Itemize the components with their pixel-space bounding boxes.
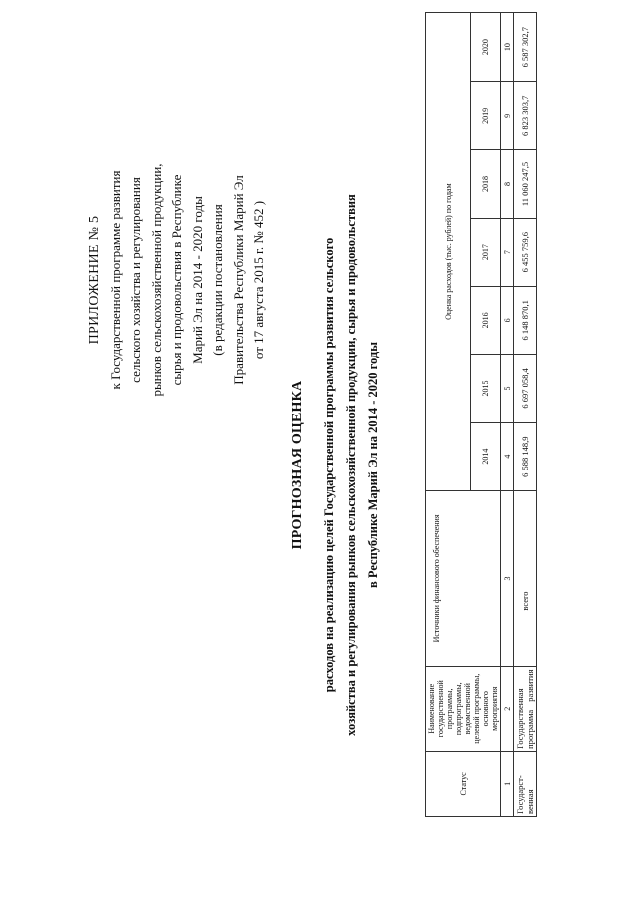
header-year: 2017 — [471, 218, 501, 286]
annex-line: к Государственной программе развития — [107, 170, 123, 390]
heading-title: ПРОГНОЗНАЯ ОЦЕНКА — [290, 380, 305, 550]
row-value-2017: 6 455 759,6 — [514, 218, 537, 286]
annex-line: Правительства Республики Марий Эл — [230, 175, 246, 385]
header-source: Источники финансового обеспечения — [426, 491, 501, 666]
row-value-2014: 6 588 148,9 — [514, 423, 537, 491]
column-number: 9 — [501, 82, 514, 150]
row-value-2016: 6 148 870,1 — [514, 286, 537, 354]
table-row — [514, 13, 537, 817]
annex-line: сельского хозяйства и регулирования — [128, 177, 143, 383]
annex-line: сырья и продовольствия в Республике — [169, 174, 184, 386]
annex-line: от 17 августа 2015 г. № 452 ) — [251, 200, 266, 360]
column-number: 1 — [501, 751, 514, 816]
header-year: 2014 — [471, 423, 501, 491]
header-year: 2020 — [471, 13, 501, 82]
row-status: Государст-венная — [514, 751, 537, 816]
heading-line: в Республике Марий Эл на 2014 - 2020 годы — [366, 341, 380, 589]
header-year: 2016 — [471, 286, 501, 354]
header-estimate: Оценка расходов (тыс. рублей) по годам — [426, 13, 471, 491]
column-number: 4 — [501, 423, 514, 491]
annex-line: (в редакции постановления — [210, 204, 225, 356]
header-name: Наименование государственной программы, подпрограммы, ведомственной целевой программы, основного мероприятия — [426, 666, 501, 751]
row-source: всего — [514, 491, 537, 666]
annex-block — [85, 50, 270, 510]
header-year: 2018 — [471, 150, 501, 218]
row-value-2015: 6 697 058,4 — [514, 354, 537, 422]
heading-line: хозяйства и регулирования рынков сельскохозяйственной продукции, сырья и продовольствия — [344, 194, 358, 736]
annex-line: рынков сельскохозяйственной продукции, — [148, 163, 164, 397]
column-number: 5 — [501, 354, 514, 422]
header-year: 2019 — [471, 82, 501, 150]
row-value-2019: 6 823 303,7 — [514, 82, 537, 150]
header-status: Статус — [426, 751, 501, 816]
row-name-extra: развития — [525, 669, 535, 702]
column-number: 8 — [501, 150, 514, 218]
annex-line: Марий Эл на 2014 - 2020 годы — [189, 196, 205, 364]
row-value-2020: 6 587 302,7 — [514, 13, 537, 82]
row-value-2018: 11 060 247,5 — [514, 150, 537, 218]
document-heading — [290, 115, 384, 815]
column-number: 6 — [501, 286, 514, 354]
row-name-text: Государственная программа — [515, 688, 535, 749]
column-number: 7 — [501, 218, 514, 286]
row-name — [514, 666, 537, 751]
column-number: 3 — [501, 491, 514, 666]
annex-title: ПРИЛОЖЕНИЕ № 5 — [87, 215, 102, 345]
column-number: 2 — [501, 666, 514, 751]
column-number: 10 — [501, 13, 514, 82]
header-year: 2015 — [471, 354, 501, 422]
expense-table — [425, 12, 537, 817]
heading-line: расходов на реализацию целей Государственной программы развития сельского — [322, 237, 336, 693]
